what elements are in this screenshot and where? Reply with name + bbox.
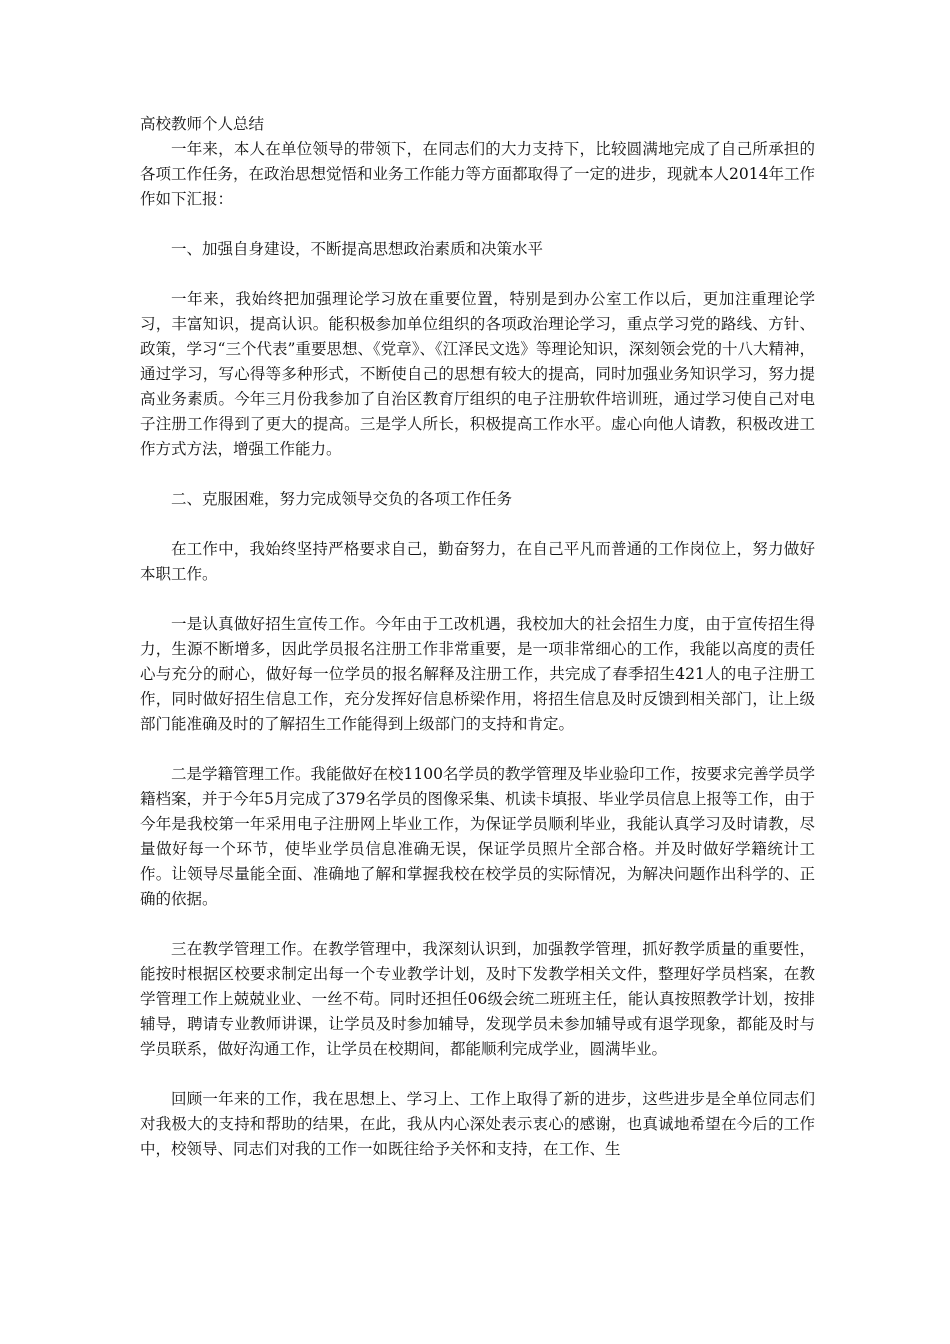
paragraph-review: 回顾一年来的工作，我在思想上、学习上、工作上取得了新的进步，这些进步是全单位同志们对我极大的支持和帮助的结果，在此，我从内心深处表示衷心的感谢，也真诚地希望在今后的工作中，校领导、同志们对我的工作一如既往给予关怀和支持，在工作、生 (140, 1090, 815, 1158)
paragraph-teaching-management: 三在教学管理工作。在教学管理中，我深刻认识到，加强教学管理，抓好教学质量的重要性，能按时根据区校要求制定出每一个专业教学计划，及时下发教学相关文件，整理好学员档案，在教学管理工作上兢兢业业、一丝不苟。同时还担任06级会统二班班主任，能认真按照教学计划，按排辅导，聘请专业教师讲课，让学员及时参加辅导，发现学员未参加辅导或有退学现象，都能及时与学员联系，做好沟通工作，让学员在校期间，都能顺利完成学业，圆满毕业。 (140, 940, 815, 1058)
paragraph-work-attitude: 在工作中，我始终坚持严格要求自己，勤奋努力，在自己平凡而普通的工作岗位上，努力做好本职工作。 (140, 540, 815, 583)
paragraph-student-records: 二是学籍管理工作。我能做好在校1100名学员的教学管理及毕业验印工作，按要求完善学员学籍档案，并于今年5月完成了379名学员的图像采集、机读卡填报、毕业学员信息上报等工作，由于今年是我校第一年采用电子注册网上毕业工作，为保证学员顺利毕业，我能认真学习及时请教，尽量做好每一个环节，使毕业学员信息准确无误，保证学员照片全部合格。并及时做好学籍统计工作。让领导尽量能全面、准确地了解和掌握我校在校学员的实际情况，为解决问题作出科学的、正确的依据。 (140, 765, 815, 908)
intro-paragraph: 一年来，本人在单位领导的带领下，在同志们的大力支持下，比较圆满地完成了自己所承担的各项工作任务，在政治思想觉悟和业务工作能力等方面都取得了一定的进步，现就本人2014年工作作如下汇报： (140, 140, 815, 208)
document-title: 高校教师个人总结 (140, 115, 265, 133)
document-body (140, 112, 815, 1162)
section-heading-2: 二、克服困难，努力完成领导交负的各项工作任务 (171, 490, 513, 508)
paragraph-enrollment: 一是认真做好招生宣传工作。今年由于工改机遇，我校加大的社会招生力度，由于宣传招生得力，生源不断增多，因此学员报名注册工作非常重要，是一项非常细心的工作，我能以高度的责任心与充分的耐心，做好每一位学员的报名解释及注册工作，共完成了春季招生421人的电子注册工作，同时做好招生信息工作，充分发挥好信息桥梁作用，将招生信息及时反馈到相关部门，让上级部门能准确及时的了解招生工作能得到上级部门的支持和肯定。 (140, 615, 815, 733)
paragraph-theory-study: 一年来，我始终把加强理论学习放在重要位置，特别是到办公室工作以后，更加注重理论学习，丰富知识，提高认识。能积极参加单位组织的各项政治理论学习，重点学习党的路线、方针、政策，学习“三个代表”重要思想、《党章》、《江泽民文选》等理论知识，深刻领会党的十八大精神，通过学习，写心得等多种形式，不断使自己的思想有较大的提高，同时加强业务知识学习，努力提高业务素质。今年三月份我参加了自治区教育厅组织的电子注册软件培训班，通过学习使自己对电子注册工作得到了更大的提高。三是学人所长，积极提高工作水平。虚心向他人请教，积极改进工作方式方法，增强工作能力。 (140, 290, 815, 458)
section-heading-1: 一、加强自身建设，不断提高思想政治素质和决策水平 (171, 240, 544, 258)
